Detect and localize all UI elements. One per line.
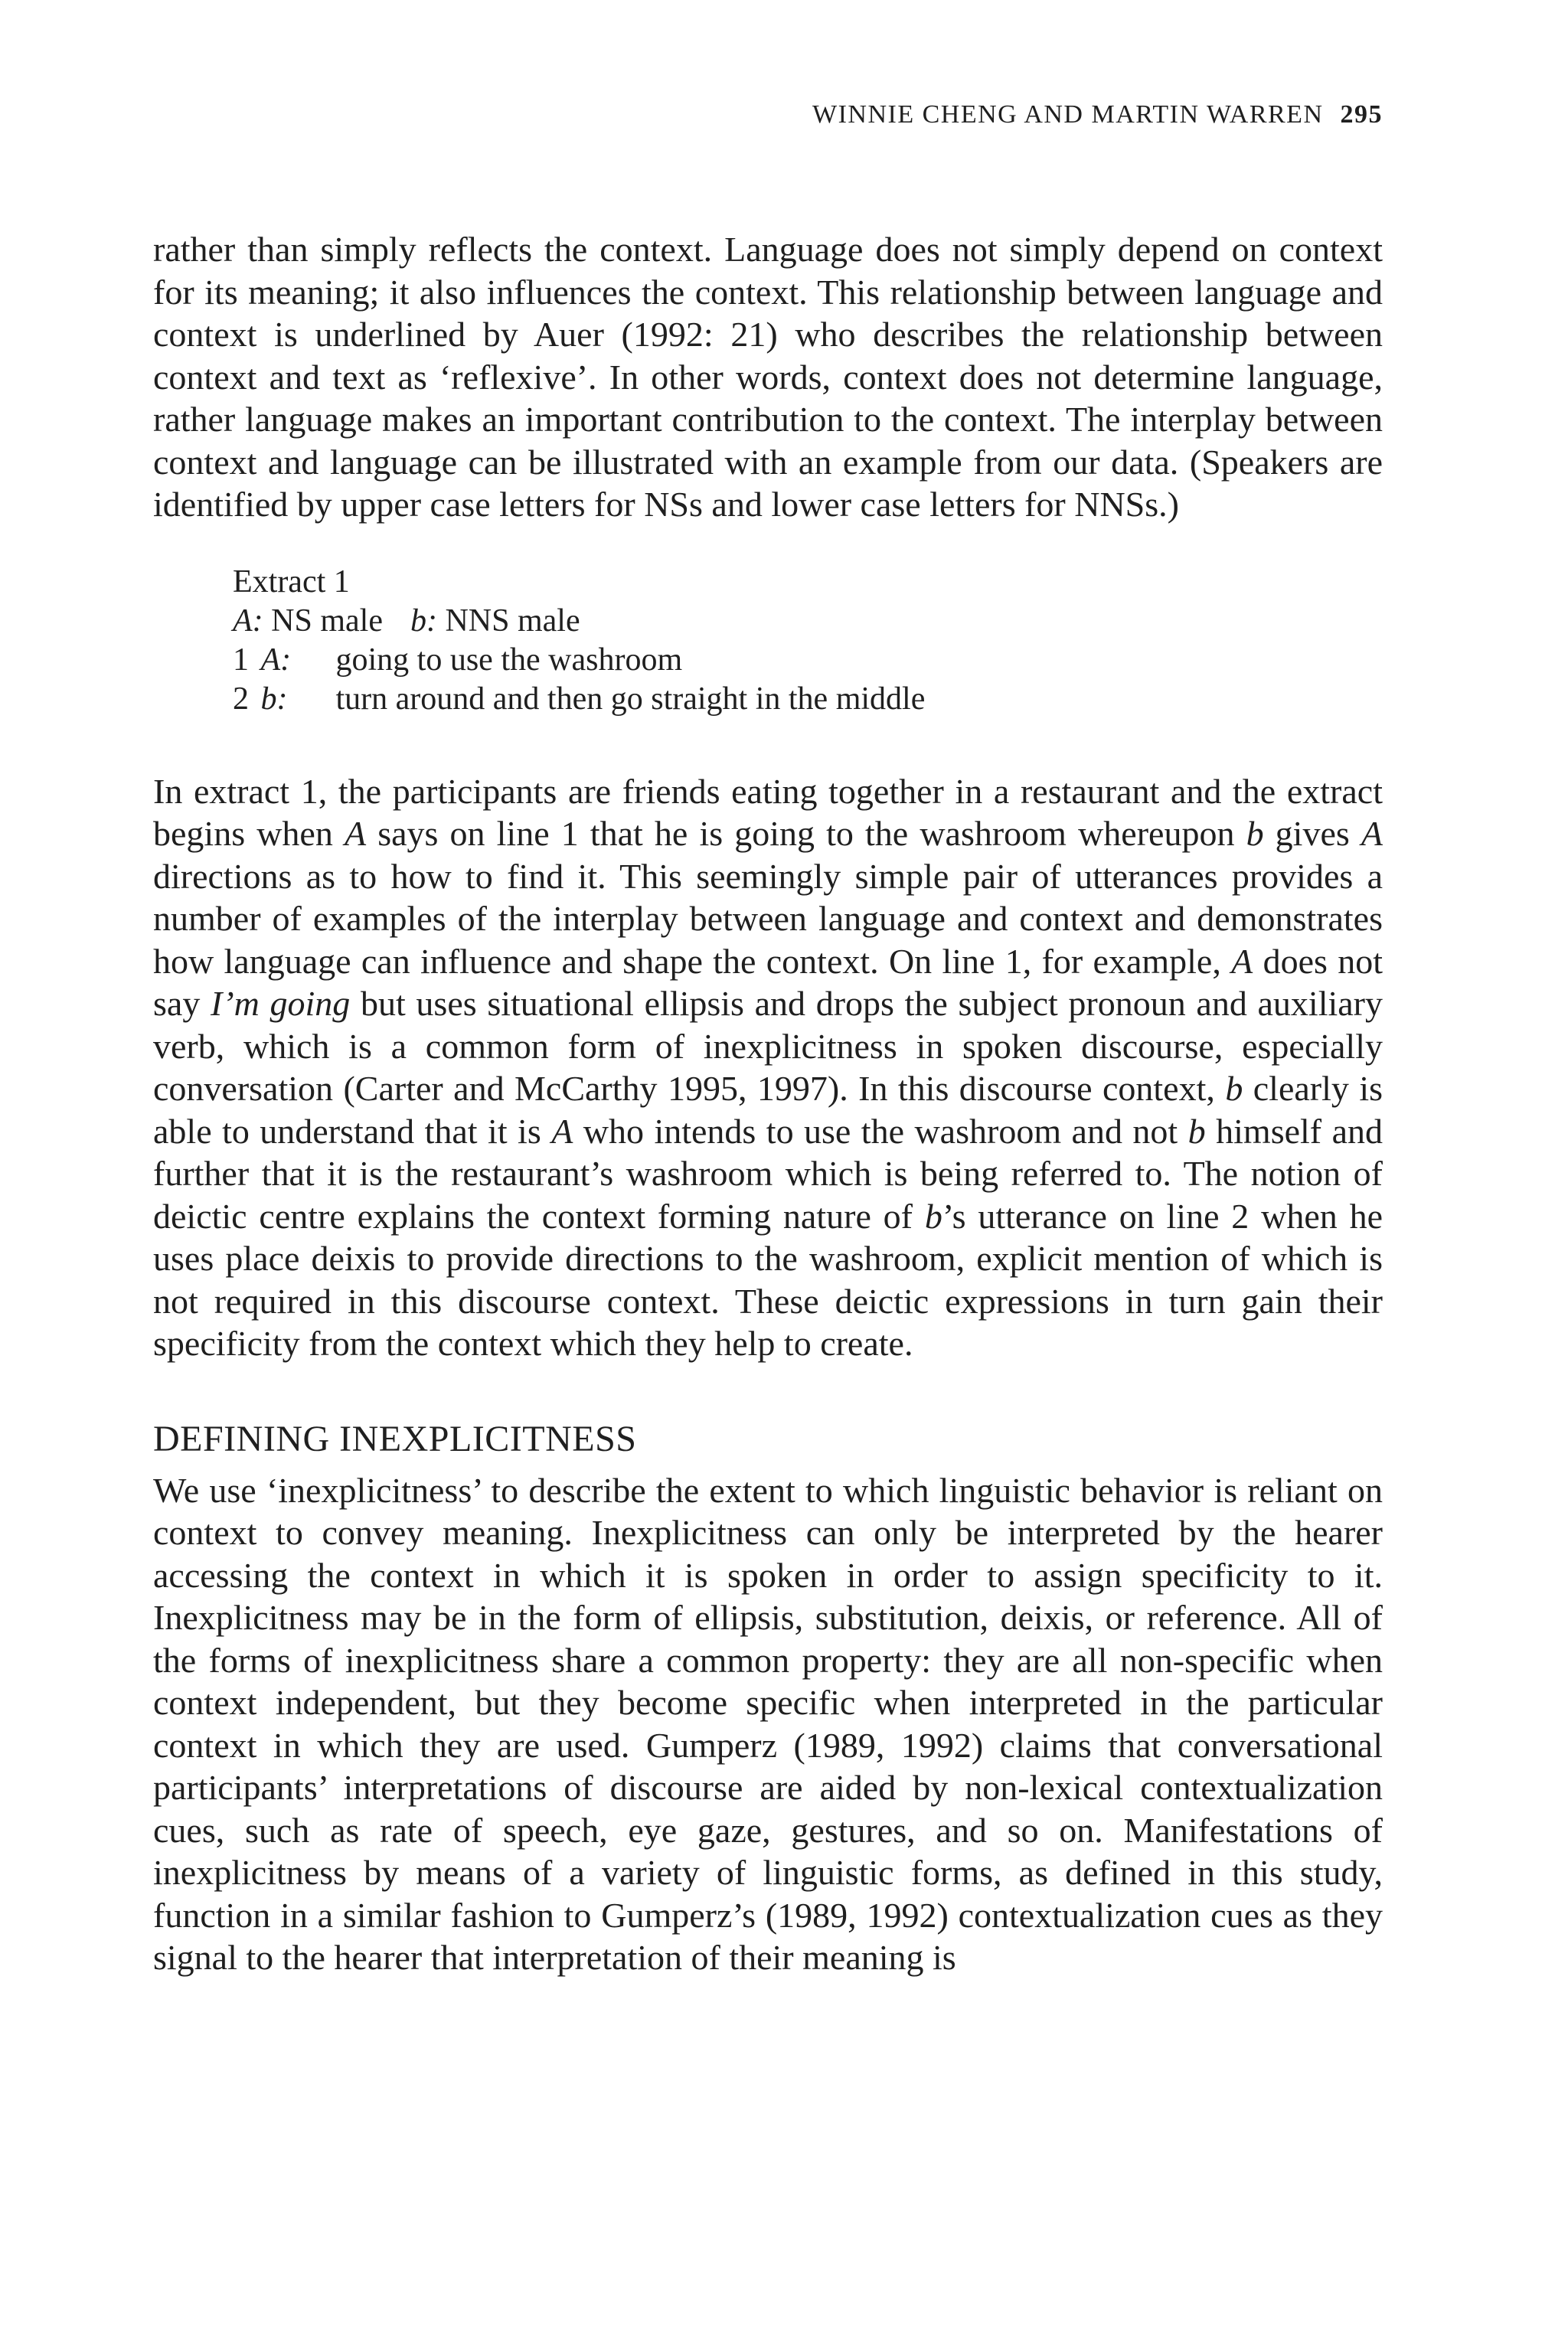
speaker-b-desc: NNS male — [445, 603, 580, 639]
paragraph-defining-inexplicitness: We use ‘inexplicitness’ to describe the extent to which linguistic behavior is reliant on context to convey meaning. Inexplicitness can only be interpreted by the hearer accessing the context in which it is spoken in order to assign specificity to it. Inexplicitness may be in the form of ellipsis, substitution, deixis, or reference. All of the forms of inexplicitness share a common property: they are all non-specific when context independent, but they become specific when interpreted in the particular context in which they are used. Gumperz (1989, 1992) claims that conversational participants’ interpretations of discourse are aided by non-lexical contextualization cues, such as rate of speech, eye gaze, gestures, and so on. Manifestations of inexplicitness by means of a variety of linguistic forms, as defined in this study, function in a similar fashion to Gumperz’s (1989, 1992) contextualization cues as they signal to the hearer that interpretation of their meaning is — [153, 1470, 1383, 1978]
page-number: 295 — [1340, 100, 1383, 129]
running-head-authors: WINNIE CHENG AND MARTIN WARREN — [812, 100, 1324, 129]
line-text: going to use the washroom — [335, 642, 683, 678]
line-number: 1 — [233, 642, 249, 678]
extract-speakers — [233, 602, 1383, 641]
page — [153, 92, 1383, 1979]
paragraph-context-reflexive: rather than simply reflects the context. Language does not simply depend on context for its meaning; it also influences the context. This relationship between language and context is underlined by Auer (1992: 21) who describes the relationship between context and text as ‘reflexive’. In other words, context does not determine language, rather language makes an important contribution to the context. The interplay between context and language can be illustrated with an example from our data. (Speakers are identified by upper case letters for NSs and lower case letters for NNSs.) — [153, 230, 1383, 524]
speaker-a-label: A: — [233, 603, 263, 639]
extract-title: Extract 1 — [233, 564, 350, 599]
extract-1 — [233, 563, 1383, 720]
extract-line — [233, 641, 1383, 680]
running-head — [153, 92, 1383, 138]
line-number: 2 — [233, 681, 249, 717]
paragraph-extract-analysis: In extract 1, the participants are friends eating together in a restaurant and the extract begins when A says on line 1 that he is going to the washroom whereupon b gives A directions as to how to find it. This seemingly simple pair of utterances provides a number of examples of the interplay between language and context and demonstrates how language can influence and shape the context. On line 1, for example, A does not say I’m going but uses situational ellipsis and drops the subject pronoun and auxiliary verb, which is a common form of inexplicitness in spoken discourse, especially conversation (Carter and McCarthy 1995, 1997). In this discourse context, b clearly is able to understand that it is A who intends to use the washroom and not b himself and further that it is the restaurant’s washroom which is being referred to. The notion of deictic centre explains the context forming nature of b’s utterance on line 2 when he uses place deixis to provide directions to the washroom, explicit mention of which is not required in this discourse context. These deictic expressions in turn gain their specificity from the context which they help to create. — [153, 771, 1383, 1364]
speaker-b-label: b: — [410, 603, 437, 639]
line-speaker: b: — [260, 681, 288, 717]
speaker-a-desc: NS male — [271, 603, 383, 639]
line-text: turn around and then go straight in the middle — [335, 681, 926, 717]
section-heading: DEFINING INEXPLICITNESS — [153, 1418, 637, 1459]
line-speaker: A: — [260, 642, 292, 678]
extract-line — [233, 680, 1383, 719]
